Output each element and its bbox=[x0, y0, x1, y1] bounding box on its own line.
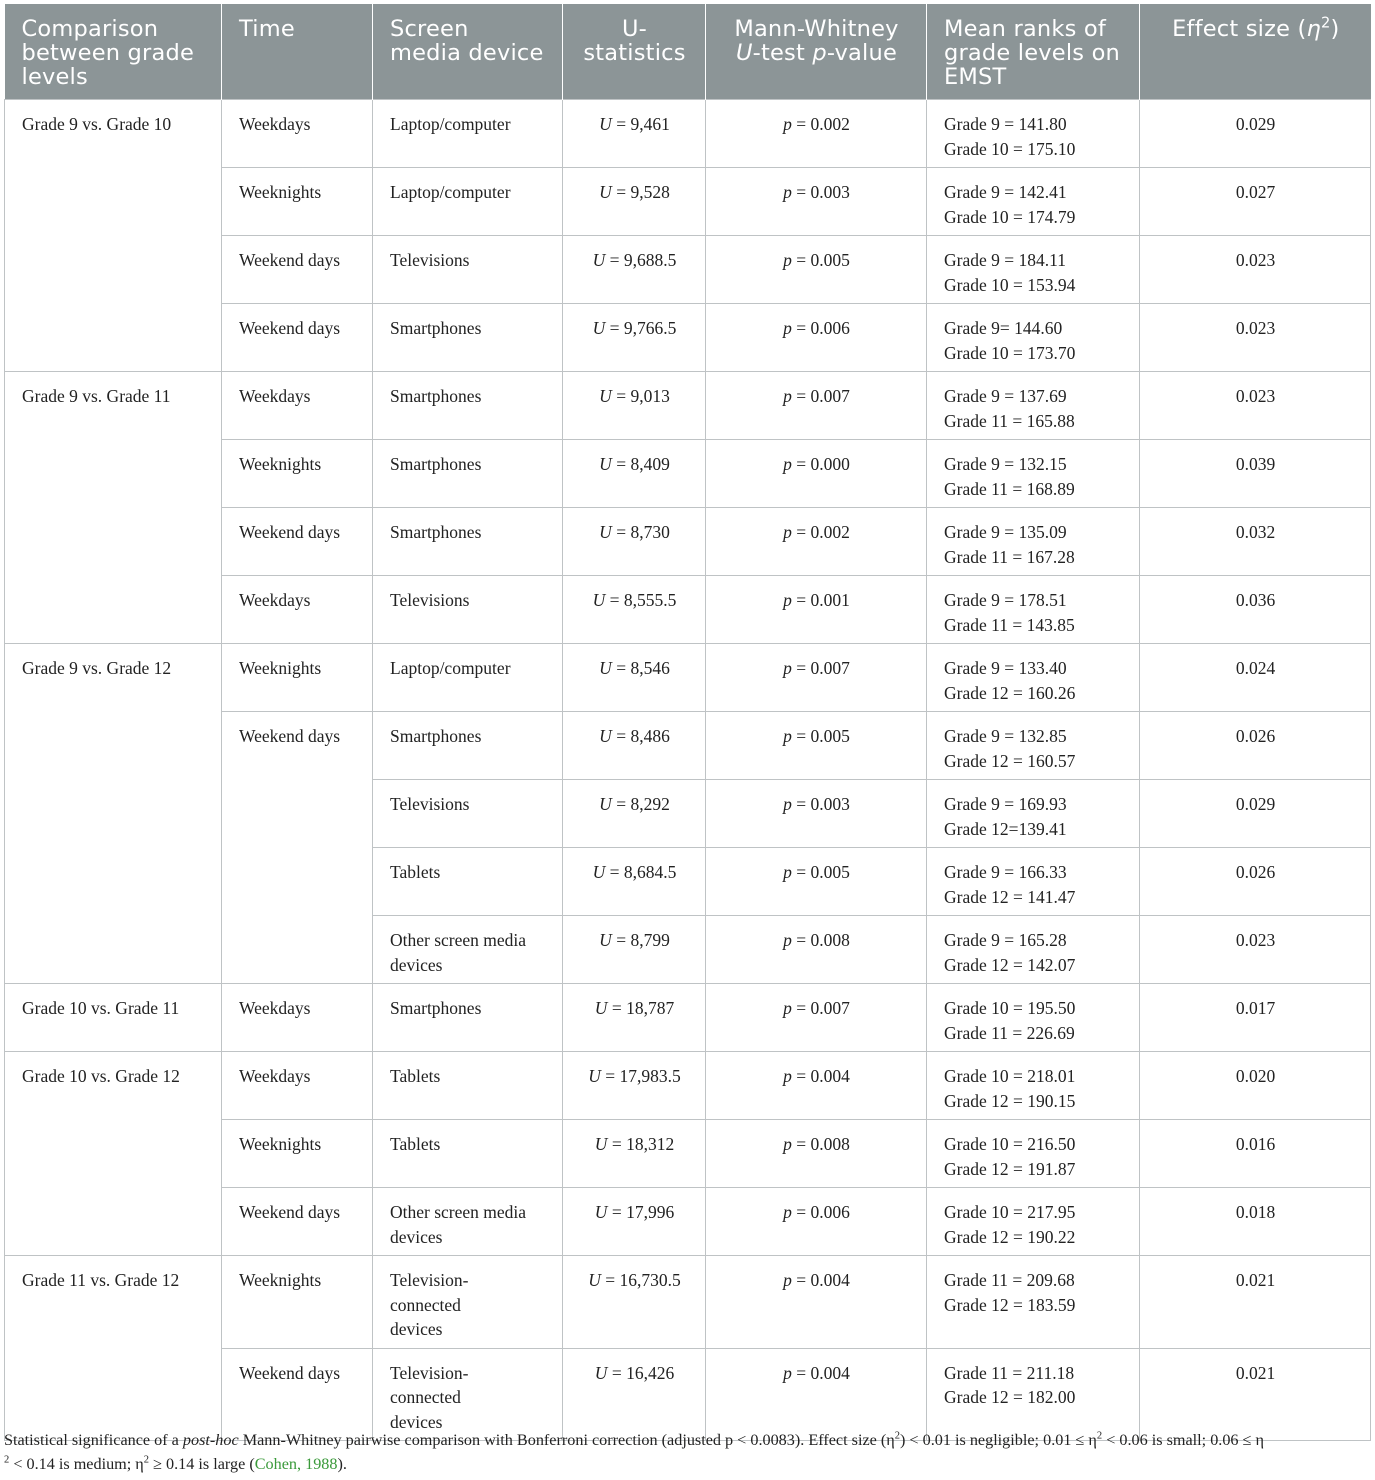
cell-p-value: p = 0.006 bbox=[706, 1188, 927, 1256]
cell-effect-size: 0.016 bbox=[1140, 1120, 1371, 1188]
device-line: Smartphones bbox=[390, 318, 482, 338]
device-line: Laptop/computer bbox=[390, 114, 511, 134]
device-line: connected bbox=[390, 1294, 461, 1315]
cell-p-value: p = 0.004 bbox=[706, 1052, 927, 1120]
cell-device bbox=[373, 372, 563, 440]
cell-p-value: p = 0.004 bbox=[706, 1256, 927, 1349]
device-line: Smartphones bbox=[390, 522, 482, 542]
cell-mean-ranks: Grade 9 = 133.40 Grade 12 = 160.26 bbox=[927, 644, 1140, 712]
cell-p-value: p = 0.005 bbox=[706, 712, 927, 780]
cell-device bbox=[373, 100, 563, 168]
cell-device bbox=[373, 1188, 563, 1256]
header-mean-ranks: Mean ranks of grade levels on EMST bbox=[927, 4, 1140, 100]
cell-time: Weekend days bbox=[222, 712, 373, 984]
cell-mean-ranks: Grade 9 = 169.93 Grade 12=139.41 bbox=[927, 780, 1140, 848]
cell-time: Weeknights bbox=[222, 440, 373, 508]
cell-effect-size: 0.023 bbox=[1140, 372, 1371, 440]
cell-device bbox=[373, 508, 563, 576]
device-line: Laptop/computer bbox=[390, 658, 511, 678]
cell-p-value: p = 0.002 bbox=[706, 100, 927, 168]
cell-time: Weekend days bbox=[222, 1188, 373, 1256]
cell-u-statistic: U = 9,461 bbox=[563, 100, 706, 168]
cell-u-statistic: U = 8,799 bbox=[563, 916, 706, 984]
cell-effect-size: 0.021 bbox=[1140, 1348, 1371, 1441]
cell-device bbox=[373, 1348, 563, 1441]
table-row bbox=[5, 984, 1371, 1052]
cell-effect-size: 0.024 bbox=[1140, 644, 1371, 712]
device-line: devices bbox=[390, 1411, 443, 1432]
cell-p-value: p = 0.003 bbox=[706, 780, 927, 848]
header-p-value: Mann-Whitney U-test p-value bbox=[706, 4, 927, 100]
cell-time: Weeknights bbox=[222, 168, 373, 236]
cell-time: Weekend days bbox=[222, 236, 373, 304]
cell-mean-ranks: Grade 10 = 217.95 Grade 12 = 190.22 bbox=[927, 1188, 1140, 1256]
device-line: Televisions bbox=[390, 590, 470, 610]
cell-effect-size: 0.032 bbox=[1140, 508, 1371, 576]
cell-p-value: p = 0.005 bbox=[706, 236, 927, 304]
cell-p-value: p = 0.007 bbox=[706, 644, 927, 712]
cell-effect-size: 0.029 bbox=[1140, 780, 1371, 848]
cell-mean-ranks: Grade 10 = 216.50 Grade 12 = 191.87 bbox=[927, 1120, 1140, 1188]
cell-u-statistic: U = 17,983.5 bbox=[563, 1052, 706, 1120]
cell-mean-ranks: Grade 9 = 184.11 Grade 10 = 153.94 bbox=[927, 236, 1140, 304]
cell-mean-ranks: Grade 11 = 211.18 Grade 12 = 182.00 bbox=[927, 1348, 1140, 1441]
cell-effect-size: 0.023 bbox=[1140, 236, 1371, 304]
cell-time: Weekend days bbox=[222, 508, 373, 576]
cell-device bbox=[373, 1052, 563, 1120]
cell-p-value: p = 0.008 bbox=[706, 916, 927, 984]
cell-time: Weekend days bbox=[222, 304, 373, 372]
cell-device bbox=[373, 1120, 563, 1188]
cell-device bbox=[373, 984, 563, 1052]
header-row bbox=[5, 4, 1371, 100]
cell-device bbox=[373, 236, 563, 304]
cell-comparison: Grade 9 vs. Grade 11 bbox=[5, 372, 222, 644]
cell-p-value: p = 0.001 bbox=[706, 576, 927, 644]
table-row bbox=[5, 1256, 1371, 1349]
device-line: Tablets bbox=[390, 1134, 441, 1154]
cell-effect-size: 0.021 bbox=[1140, 1256, 1371, 1349]
cell-effect-size: 0.023 bbox=[1140, 304, 1371, 372]
cell-mean-ranks: Grade 9= 144.60 Grade 10 = 173.70 bbox=[927, 304, 1140, 372]
cell-time: Weeknights bbox=[222, 1120, 373, 1188]
cell-mean-ranks: Grade 9 = 166.33 Grade 12 = 141.47 bbox=[927, 848, 1140, 916]
cell-u-statistic: U = 16,426 bbox=[563, 1348, 706, 1441]
cell-p-value: p = 0.007 bbox=[706, 984, 927, 1052]
mann-whitney-results-table bbox=[4, 4, 1371, 1441]
cell-mean-ranks: Grade 9 = 165.28 Grade 12 = 142.07 bbox=[927, 916, 1140, 984]
cell-comparison: Grade 9 vs. Grade 12 bbox=[5, 644, 222, 984]
cell-time: Weekdays bbox=[222, 1052, 373, 1120]
cell-u-statistic: U = 9,528 bbox=[563, 168, 706, 236]
cell-mean-ranks: Grade 9 = 132.85 Grade 12 = 160.57 bbox=[927, 712, 1140, 780]
cell-mean-ranks: Grade 9 = 142.41 Grade 10 = 174.79 bbox=[927, 168, 1140, 236]
cell-comparison: Grade 9 vs. Grade 10 bbox=[5, 100, 222, 372]
device-line: Other screen media bbox=[390, 1202, 527, 1222]
cell-u-statistic: U = 8,409 bbox=[563, 440, 706, 508]
cell-mean-ranks: Grade 9 = 135.09 Grade 11 = 167.28 bbox=[927, 508, 1140, 576]
cell-time: Weekdays bbox=[222, 576, 373, 644]
cell-effect-size: 0.023 bbox=[1140, 916, 1371, 984]
cell-device bbox=[373, 304, 563, 372]
cell-p-value: p = 0.000 bbox=[706, 440, 927, 508]
cell-effect-size: 0.026 bbox=[1140, 848, 1371, 916]
cell-time: Weekend days bbox=[222, 1348, 373, 1441]
cell-u-statistic: U = 16,730.5 bbox=[563, 1256, 706, 1349]
cell-device bbox=[373, 712, 563, 780]
cell-device bbox=[373, 576, 563, 644]
device-line: Tablets bbox=[390, 1066, 441, 1086]
device-line: Laptop/computer bbox=[390, 182, 511, 202]
device-line: Tablets bbox=[390, 862, 441, 882]
cell-comparison: Grade 11 vs. Grade 12 bbox=[5, 1256, 222, 1441]
cell-device bbox=[373, 168, 563, 236]
cell-u-statistic: U = 9,013 bbox=[563, 372, 706, 440]
table-body bbox=[5, 100, 1371, 1441]
cell-effect-size: 0.029 bbox=[1140, 100, 1371, 168]
device-line: Smartphones bbox=[390, 386, 482, 406]
cell-u-statistic: U = 9,766.5 bbox=[563, 304, 706, 372]
cell-mean-ranks: Grade 9 = 132.15 Grade 11 = 168.89 bbox=[927, 440, 1140, 508]
header-effect-size: Effect size $(\eta^2)$ bbox=[1140, 4, 1371, 100]
device-line: connected bbox=[390, 1387, 461, 1407]
cell-u-statistic: U = 18,312 bbox=[563, 1120, 706, 1188]
header-u-statistics: U-statistics bbox=[563, 4, 706, 100]
cell-device bbox=[373, 1256, 563, 1349]
device-line: Television- bbox=[390, 1270, 469, 1290]
table-row bbox=[5, 644, 1371, 712]
cell-u-statistic: U = 9,688.5 bbox=[563, 236, 706, 304]
cell-effect-size: 0.027 bbox=[1140, 168, 1371, 236]
device-line: Smartphones bbox=[390, 998, 482, 1018]
table-header bbox=[5, 4, 1371, 100]
cell-time: Weekdays bbox=[222, 984, 373, 1052]
device-line: Smartphones bbox=[390, 454, 482, 474]
cell-p-value: p = 0.007 bbox=[706, 372, 927, 440]
header-device: Screen media device bbox=[373, 4, 563, 100]
cell-effect-size: 0.020 bbox=[1140, 1052, 1371, 1120]
cell-device bbox=[373, 848, 563, 916]
cell-p-value: p = 0.003 bbox=[706, 168, 927, 236]
table-row bbox=[5, 1052, 1371, 1120]
device-line: Televisions bbox=[390, 794, 470, 814]
cell-u-statistic: U = 8,730 bbox=[563, 508, 706, 576]
cell-effect-size: 0.036 bbox=[1140, 576, 1371, 644]
table-row bbox=[5, 100, 1371, 168]
cell-mean-ranks: Grade 9 = 141.80 Grade 10 = 175.10 bbox=[927, 100, 1140, 168]
cell-mean-ranks: Grade 10 = 218.01 Grade 12 = 190.15 bbox=[927, 1052, 1140, 1120]
cell-time: Weekdays bbox=[222, 372, 373, 440]
cell-mean-ranks: Grade 10 = 195.50 Grade 11 = 226.69 bbox=[927, 984, 1140, 1052]
cell-p-value: p = 0.008 bbox=[706, 1120, 927, 1188]
cell-effect-size: 0.039 bbox=[1140, 440, 1371, 508]
cell-u-statistic: U = 8,486 bbox=[563, 712, 706, 780]
cell-effect-size: 0.017 bbox=[1140, 984, 1371, 1052]
cell-mean-ranks: Grade 9 = 178.51 Grade 11 = 143.85 bbox=[927, 576, 1140, 644]
device-line: devices bbox=[390, 1319, 443, 1339]
device-line: devices bbox=[390, 954, 443, 975]
table-row bbox=[5, 372, 1371, 440]
cell-effect-size: 0.026 bbox=[1140, 712, 1371, 780]
cell-time: Weeknights bbox=[222, 644, 373, 712]
cell-mean-ranks: Grade 9 = 137.69 Grade 11 = 165.88 bbox=[927, 372, 1140, 440]
device-line: Smartphones bbox=[390, 726, 482, 746]
device-line: devices bbox=[390, 1226, 443, 1247]
citation-link[interactable]: Cohen, 1988 bbox=[254, 1455, 338, 1473]
cell-p-value: p = 0.002 bbox=[706, 508, 927, 576]
cell-u-statistic: U = 8,292 bbox=[563, 780, 706, 848]
cell-u-statistic: U = 8,684.5 bbox=[563, 848, 706, 916]
header-comparison: Comparison between grade levels bbox=[5, 4, 222, 100]
results-table-container bbox=[4, 4, 1370, 1441]
cell-u-statistic: U = 8,546 bbox=[563, 644, 706, 712]
cell-device bbox=[373, 440, 563, 508]
header-time: Time bbox=[222, 4, 373, 100]
device-line: Television- bbox=[390, 1362, 469, 1383]
device-line: Televisions bbox=[390, 250, 470, 270]
cell-time: Weeknights bbox=[222, 1256, 373, 1349]
cell-mean-ranks: Grade 11 = 209.68 Grade 12 = 183.59 bbox=[927, 1256, 1140, 1349]
cell-device bbox=[373, 780, 563, 848]
cell-p-value: p = 0.006 bbox=[706, 304, 927, 372]
cell-u-statistic: U = 18,787 bbox=[563, 984, 706, 1052]
cell-comparison: Grade 10 vs. Grade 12 bbox=[5, 1052, 222, 1256]
cell-comparison: Grade 10 vs. Grade 11 bbox=[5, 984, 222, 1052]
cell-p-value: p = 0.005 bbox=[706, 848, 927, 916]
device-line: Other screen media bbox=[390, 930, 527, 950]
cell-time: Weekdays bbox=[222, 100, 373, 168]
cell-device bbox=[373, 916, 563, 984]
cell-p-value: p = 0.004 bbox=[706, 1348, 927, 1441]
table-caption: Statistical significance of a post-hoc Mann-Whitney pairwise comparison with Bonferroni correction (adjusted p < 0.0083). Effect size $(\eta^2) < 0.01$ is negligible; $0.01 \le \eta^2 < 0.06$ is small; 0.06 ≤ η $^2$ < 0.14 is medium; $\eta^2 \ge 0.14$ is large (Cohen, 1988). bbox=[4, 1430, 1264, 1473]
cell-u-statistic: U = 8,555.5 bbox=[563, 576, 706, 644]
cell-device bbox=[373, 644, 563, 712]
cell-u-statistic: U = 17,996 bbox=[563, 1188, 706, 1256]
cell-effect-size: 0.018 bbox=[1140, 1188, 1371, 1256]
